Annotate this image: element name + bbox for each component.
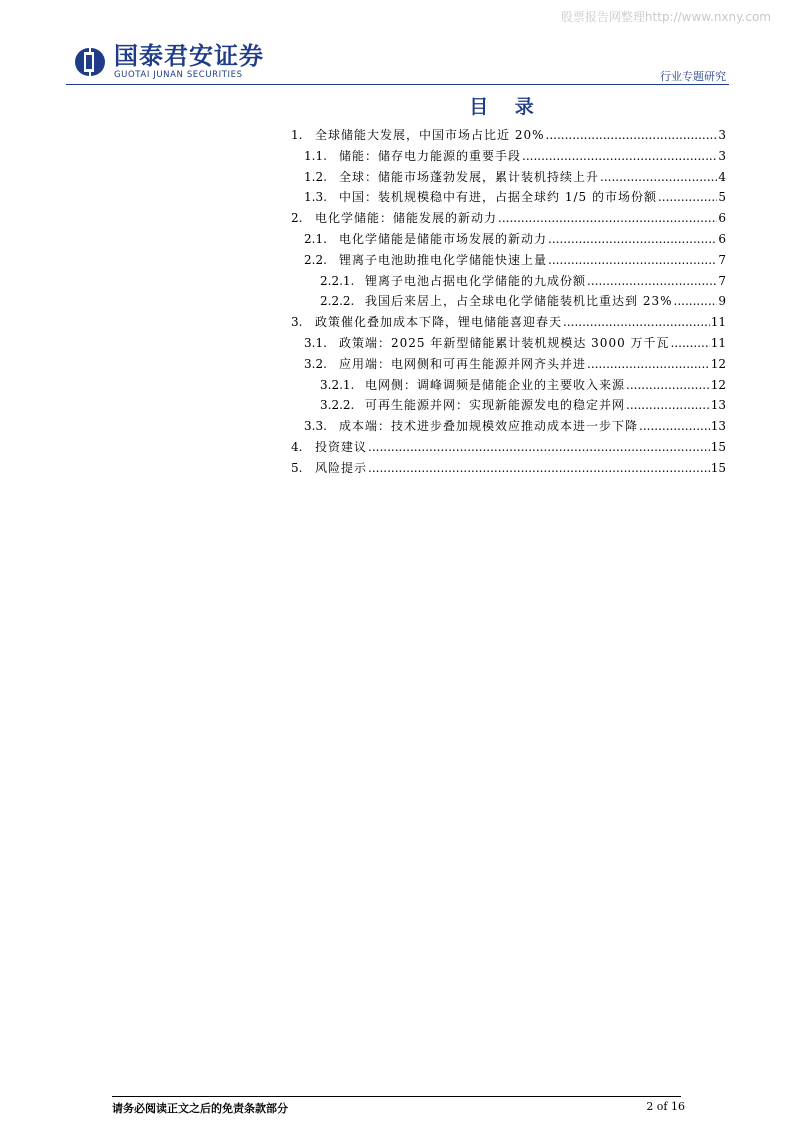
logo-chinese-name: 国泰君安证券 <box>114 42 264 70</box>
toc-entry[interactable] <box>291 396 726 417</box>
toc-entry-number: 1. <box>291 128 303 142</box>
toc-entry-page: 6 <box>718 231 726 246</box>
toc-entry-page: 12 <box>710 356 726 371</box>
footer-divider <box>112 1096 681 1097</box>
toc-entry-page: 3 <box>718 148 726 163</box>
toc-leader-dots <box>368 461 710 475</box>
toc-entry[interactable] <box>291 209 726 230</box>
toc-entry-page: 11 <box>710 315 726 330</box>
toc-entry[interactable] <box>291 459 726 480</box>
toc-entry-page: 6 <box>718 211 726 226</box>
toc-entry-page: 15 <box>710 439 726 454</box>
toc-leader-dots <box>626 398 710 412</box>
toc-leader-dots <box>639 419 710 433</box>
toc-entry-number: 2.1. <box>304 231 327 246</box>
toc-entry-title: 政策催化叠加成本下降，锂电储能喜迎春天 <box>315 315 563 330</box>
toc-leader-dots <box>600 170 717 184</box>
toc-entry-page: 3 <box>718 128 726 142</box>
toc-entry-page: 9 <box>718 294 726 309</box>
company-logo <box>70 44 264 80</box>
toc-entry-number: 2.2.2. <box>320 294 355 309</box>
toc-entry-number: 3.2.2. <box>320 398 355 413</box>
toc-entry-page: 5 <box>718 190 726 205</box>
toc-entry-page: 15 <box>710 460 726 475</box>
toc-leader-dots <box>658 190 717 204</box>
toc-entry[interactable] <box>291 272 726 293</box>
toc-leader-dots <box>587 274 717 288</box>
toc-entry[interactable] <box>291 126 726 147</box>
toc-entry-page: 7 <box>718 252 726 267</box>
toc-entry-number: 5. <box>291 460 303 475</box>
toc-entry[interactable] <box>291 168 726 189</box>
toc-entry-number: 2. <box>291 211 303 226</box>
toc-entry[interactable] <box>291 417 726 438</box>
toc-entry[interactable] <box>291 313 726 334</box>
toc-entry-title: 锂离子电池占据电化学储能的九成份额 <box>365 273 587 288</box>
toc-entry-number: 3.2.1. <box>320 377 355 392</box>
toc-entry-title: 投资建议 <box>315 439 368 454</box>
toc-leader-dots <box>522 149 717 163</box>
toc-entry-number: 3.1. <box>304 335 327 350</box>
toc-entry-page: 13 <box>710 398 726 413</box>
toc-leader-dots <box>548 232 717 246</box>
toc-entry-page: 4 <box>718 169 726 184</box>
report-category: 行业专题研究 <box>660 70 726 83</box>
toc-entry-number: 3.2. <box>304 356 327 371</box>
toc-entry-title: 锂离子电池助推电化学储能快速上量 <box>339 252 548 267</box>
toc-entry-page: 7 <box>718 273 726 288</box>
toc-entry[interactable] <box>291 292 726 313</box>
toc-entry[interactable] <box>291 355 726 376</box>
toc-leader-dots <box>368 440 710 454</box>
toc-entry-number: 1.3. <box>304 190 327 205</box>
toc-leader-dots <box>498 211 717 225</box>
toc-entry-number: 3. <box>291 315 303 330</box>
toc-entry-page: 13 <box>710 419 726 434</box>
toc-entry-title: 储能：储存电力能源的重要手段 <box>339 148 522 163</box>
toc-entry-title: 电化学储能：储能发展的新动力 <box>315 211 498 226</box>
toc-leader-dots <box>546 128 718 142</box>
toc-entry[interactable] <box>291 334 726 355</box>
toc-entry-page: 11 <box>710 335 726 350</box>
toc-entry-number: 1.1. <box>304 148 327 163</box>
toc-entry[interactable] <box>291 188 726 209</box>
toc-entry[interactable] <box>291 251 726 272</box>
toc-entry-number: 1.2. <box>304 169 327 184</box>
toc-leader-dots <box>563 315 710 329</box>
toc-entry-title: 电化学储能是储能市场发展的新动力 <box>339 231 548 246</box>
toc-title: 目 录 <box>469 96 544 118</box>
toc-entry[interactable] <box>291 376 726 397</box>
toc-entry[interactable] <box>291 230 726 251</box>
toc-entry-title: 全球：储能市场蓬勃发展，累计装机持续上升 <box>339 169 600 184</box>
toc-leader-dots <box>587 357 710 371</box>
logo-english-name: GUOTAI JUNAN SECURITIES <box>114 70 243 80</box>
toc-entry-number: 3.3. <box>304 419 327 434</box>
toc-entry-number: 4. <box>291 439 303 454</box>
toc-entry-title: 成本端：技术进步叠加规模效应推动成本进一步下降 <box>339 419 639 434</box>
watermark: 股票报告网整理http://www.nxny.com <box>560 10 771 24</box>
toc-leader-dots <box>674 294 718 308</box>
header-divider <box>66 84 729 85</box>
toc-entry-title: 中国：装机规模稳中有进，占据全球约 1/5 的市场份额 <box>339 190 657 205</box>
toc-entry-title: 可再生能源并网：实现新能源发电的稳定并网 <box>365 398 626 413</box>
toc-entry-title: 风险提示 <box>315 460 368 475</box>
toc-entry-title: 电网侧：调峰调频是储能企业的主要收入来源 <box>365 377 626 392</box>
table-of-contents <box>291 126 726 480</box>
toc-entry-number: 2.2. <box>304 252 327 267</box>
toc-entry-title: 我国后来居上，占全球电化学储能装机比重达到 23% <box>365 294 673 309</box>
toc-entry-page: 12 <box>710 377 726 392</box>
page-number: 2 of 16 <box>646 1100 685 1113</box>
footer-disclaimer: 请务必阅读正文之后的免责条款部分 <box>112 1102 288 1115</box>
toc-entry-number: 2.2.1. <box>320 273 355 288</box>
toc-leader-dots <box>626 378 710 392</box>
toc-entry-title: 政策端：2025 年新型储能累计装机规模达 3000 万千瓦 <box>339 335 670 350</box>
toc-entry-title: 应用端：电网侧和可再生能源并网齐头并进 <box>339 356 587 371</box>
toc-entry-title: 全球储能大发展，中国市场占比近 20% <box>315 128 545 142</box>
toc-entry[interactable] <box>291 147 726 168</box>
logo-emblem-icon <box>70 46 108 78</box>
toc-leader-dots <box>671 336 710 350</box>
toc-leader-dots <box>548 253 717 267</box>
toc-entry[interactable] <box>291 438 726 459</box>
